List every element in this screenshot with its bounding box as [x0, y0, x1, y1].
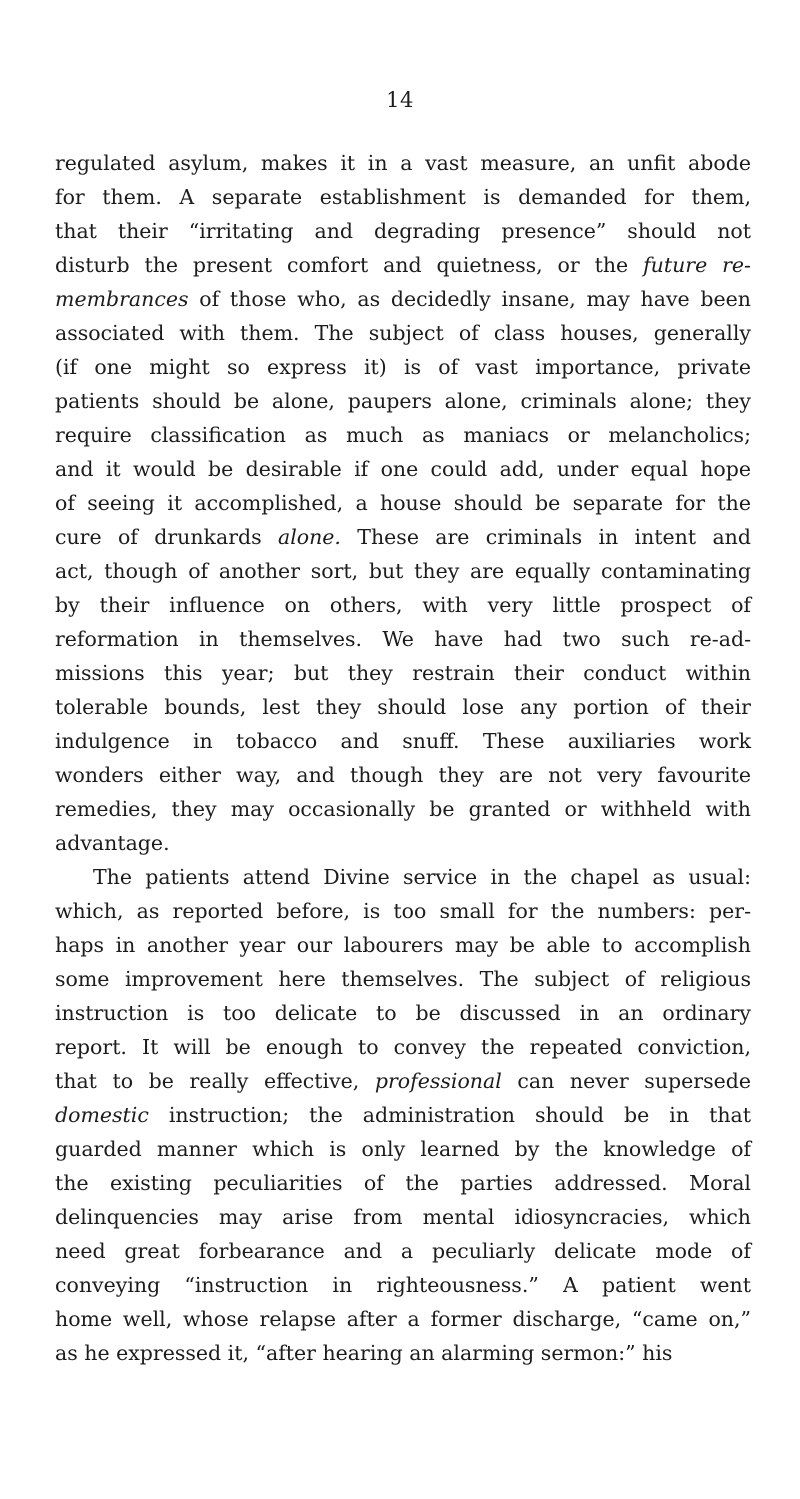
text-line: and it would be desirable if one could add, under equal hope — [55, 457, 751, 481]
text-line: disturb the present comfort and quietness, or the future re- — [55, 253, 751, 277]
italic-text: alone. — [277, 525, 341, 549]
body-text — [55, 146, 751, 1370]
page-number: 14 — [386, 88, 414, 112]
text-line: missions this year; but they restrain their conduct within — [55, 661, 751, 685]
text-line: which, as reported before, is too small for the numbers: per- — [55, 899, 751, 923]
italic-text: domestic — [55, 1103, 149, 1127]
text-line: by their influence on others, with very little prospect of — [55, 593, 751, 617]
text-line: indulgence in tobacco and snuff. These auxiliaries work — [55, 729, 751, 753]
text-line: that their “irritating and degrading presence” should not — [55, 219, 751, 243]
text-line: associated with them. The subject of class houses, generally — [55, 321, 751, 345]
text-line: membrances of those who, as decidedly insane, may have been — [55, 287, 751, 311]
text-line: tolerable bounds, lest they should lose any portion of their — [55, 695, 751, 719]
text-line: advantage. — [55, 831, 170, 855]
text-line: as he expressed it, “after hearing an alarming sermon:” his — [55, 1341, 673, 1365]
text-line: some improvement here themselves. The subject of religious — [55, 967, 751, 991]
italic-text: membrances — [55, 287, 189, 311]
text-line: home well, whose relapse after a former discharge, “came on,” — [55, 1307, 751, 1331]
text-line: delinquencies may arise from mental idiosyncracies, which — [55, 1205, 751, 1229]
text-line: need great forbearance and a peculiarly delicate mode of — [55, 1239, 751, 1263]
italic-text: professional — [374, 1069, 502, 1093]
text-line: remedies, they may occasionally be granted or withheld with — [55, 797, 751, 821]
text-line: (if one might so express it) is of vast importance, private — [55, 355, 751, 379]
text-line: haps in another year our labourers may be able to accomplish — [55, 933, 751, 957]
text-line: regulated asylum, makes it in a vast measure, an unfit abode — [55, 151, 751, 175]
text-line: guarded manner which is only learned by the knowledge of — [55, 1137, 751, 1161]
text-line: cure of drunkards alone. These are criminals in intent and — [55, 525, 751, 549]
text-line: The patients attend Divine service in the chapel as usual: — [93, 865, 751, 889]
text-line: of seeing it accomplished, a house should be separate for the — [55, 491, 751, 515]
text-line: conveying “instruction in righteousness.” A patient went — [55, 1273, 751, 1297]
italic-text: future re- — [643, 253, 751, 277]
text-line: patients should be alone, paupers alone, criminals alone; they — [55, 389, 751, 413]
text-line: require classification as much as maniacs or melancholics; — [55, 423, 751, 447]
text-line: wonders either way, and though they are not very favourite — [55, 763, 751, 787]
text-line: the existing peculiarities of the parties addressed. Moral — [55, 1171, 751, 1195]
text-line: instruction is too delicate to be discussed in an ordinary — [55, 1001, 751, 1025]
text-line: report. It will be enough to convey the repeated conviction, — [55, 1035, 751, 1059]
text-line: reformation in themselves. We have had two such re-ad- — [55, 627, 751, 651]
text-line: for them. A separate establishment is demanded for them, — [55, 185, 751, 209]
text-line: domestic instruction; the administration should be in that — [55, 1103, 751, 1127]
text-line: act, though of another sort, but they are equally contaminating — [55, 559, 751, 583]
text-line: that to be really effective, professional can never supersede — [55, 1069, 751, 1093]
